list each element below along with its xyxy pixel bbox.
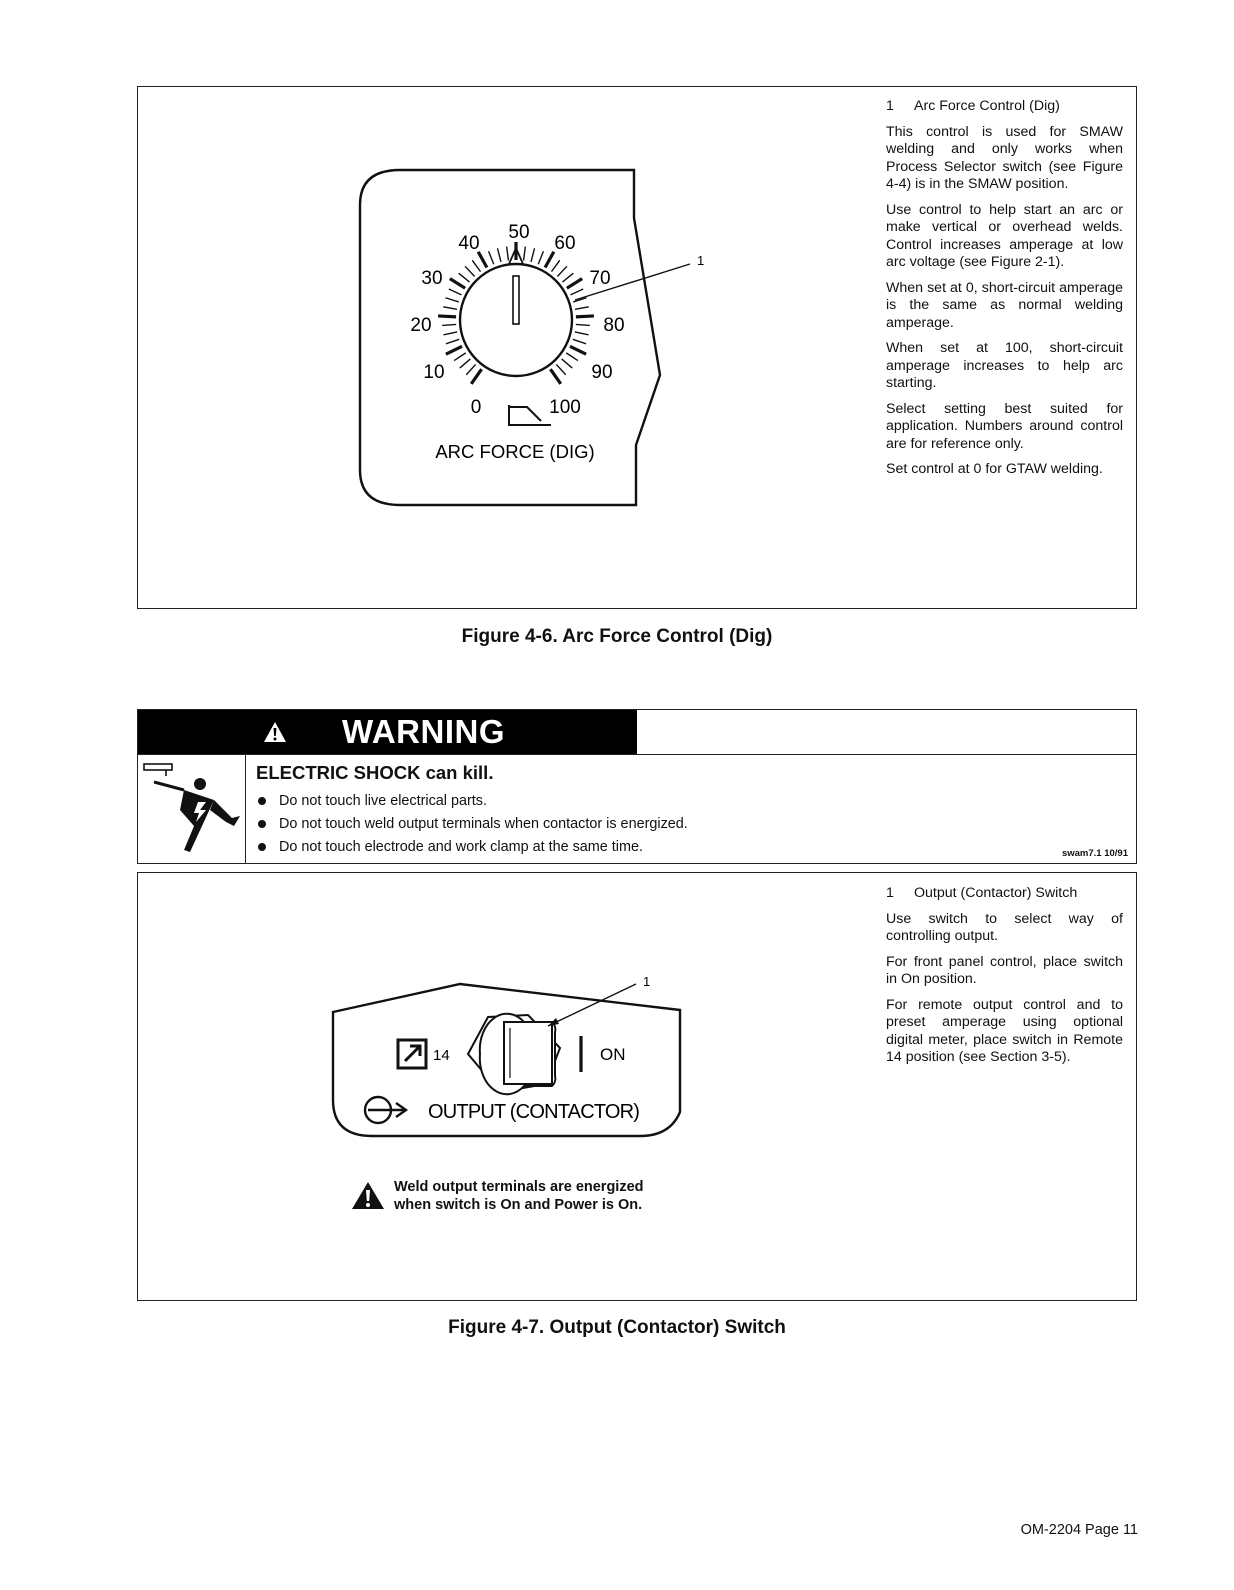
caution-message: Weld output terminals are energized when switch is On and Power is On. [394,1179,644,1213]
figure-4-7-notes [886,885,1123,1075]
notes-item-number: 1 [886,885,894,901]
dial-label-80: 80 [603,315,625,336]
notes-paragraph: Select setting best suited for application. Numbers around control are for reference only. [886,400,1123,452]
switch-name: OUTPUT (CONTACTOR) [428,1101,640,1123]
notes-paragraph: For front panel control, place switch in On position. [886,953,1123,987]
caution-triangle-icon [351,1181,385,1211]
dial-label-40: 40 [458,233,480,254]
dial-label-50: 50 [508,222,530,243]
dial-callout-number: 1 [697,253,705,268]
notes-paragraph: Use control to help start an arc or make vertical or overhead welds. Control increases amperage at low arc voltage (see Figure 2-1). [886,201,1123,270]
dial-label-70: 70 [589,268,611,289]
switch-callout-number: 1 [643,974,651,989]
notes-paragraph: Set control at 0 for GTAW welding. [886,461,1103,477]
dial-label-30: 30 [421,268,443,289]
dial-name: ARC FORCE (DIG) [435,441,595,462]
dial-label-90: 90 [591,362,613,383]
dial-label-60: 60 [554,233,576,254]
notes-item-title: Output (Contactor) Switch [914,885,1078,901]
dial-label-10: 10 [423,362,445,383]
notes-paragraph: When set at 0, short-circuit amperage is the same as normal welding amperage. [886,279,1123,331]
output-symbol-icon [365,1097,406,1123]
notes-item-number: 1 [886,98,894,114]
contactor-switch-lever[interactable] [480,1014,556,1094]
notes-paragraph: Use switch to select way of controlling output. [886,910,1123,944]
dial-label-20: 20 [410,315,432,336]
warning-heading: ELECTRIC SHOCK can kill. [256,762,494,783]
page-number: OM-2204 Page 11 [1020,1522,1138,1538]
notes-paragraph: When set at 100, short-circuit amperage increases to help arc starting. [886,340,1123,391]
dial-label-0: 0 [470,397,482,418]
caution-text [394,1179,664,1214]
notes-paragraph: This control is used for SMAW welding and only works when Process Selector switch (see Figure 4-4) is in the SMAW position. [886,123,1123,192]
warning-code: swam7.1 10/91 [1061,848,1128,859]
on-label: ON [600,1045,626,1064]
remote-label: 14 [433,1047,450,1064]
remote-arrow-icon [398,1040,426,1068]
warning-title: WARNING [342,713,505,750]
warning-item-text: Do not touch live electrical parts. [279,792,487,809]
notes-item-title: Arc Force Control (Dig) [914,98,1060,114]
notes-heading [886,885,1123,903]
warning-item-text: Do not touch electrode and work clamp at the same time. [279,838,643,855]
figure-4-7-caption: Figure 4-7. Output (Contactor) Switch [448,1317,786,1338]
notes-paragraph: For remote output control and to preset amperage using optional digital meter, place switch in Remote 14 position (see Section 3-5). [886,996,1123,1065]
warning-item-text: Do not touch weld output terminals when contactor is energized. [279,815,688,832]
dial-label-100: 100 [549,397,581,418]
figure-4-6-caption: Figure 4-6. Arc Force Control (Dig) [461,626,773,647]
